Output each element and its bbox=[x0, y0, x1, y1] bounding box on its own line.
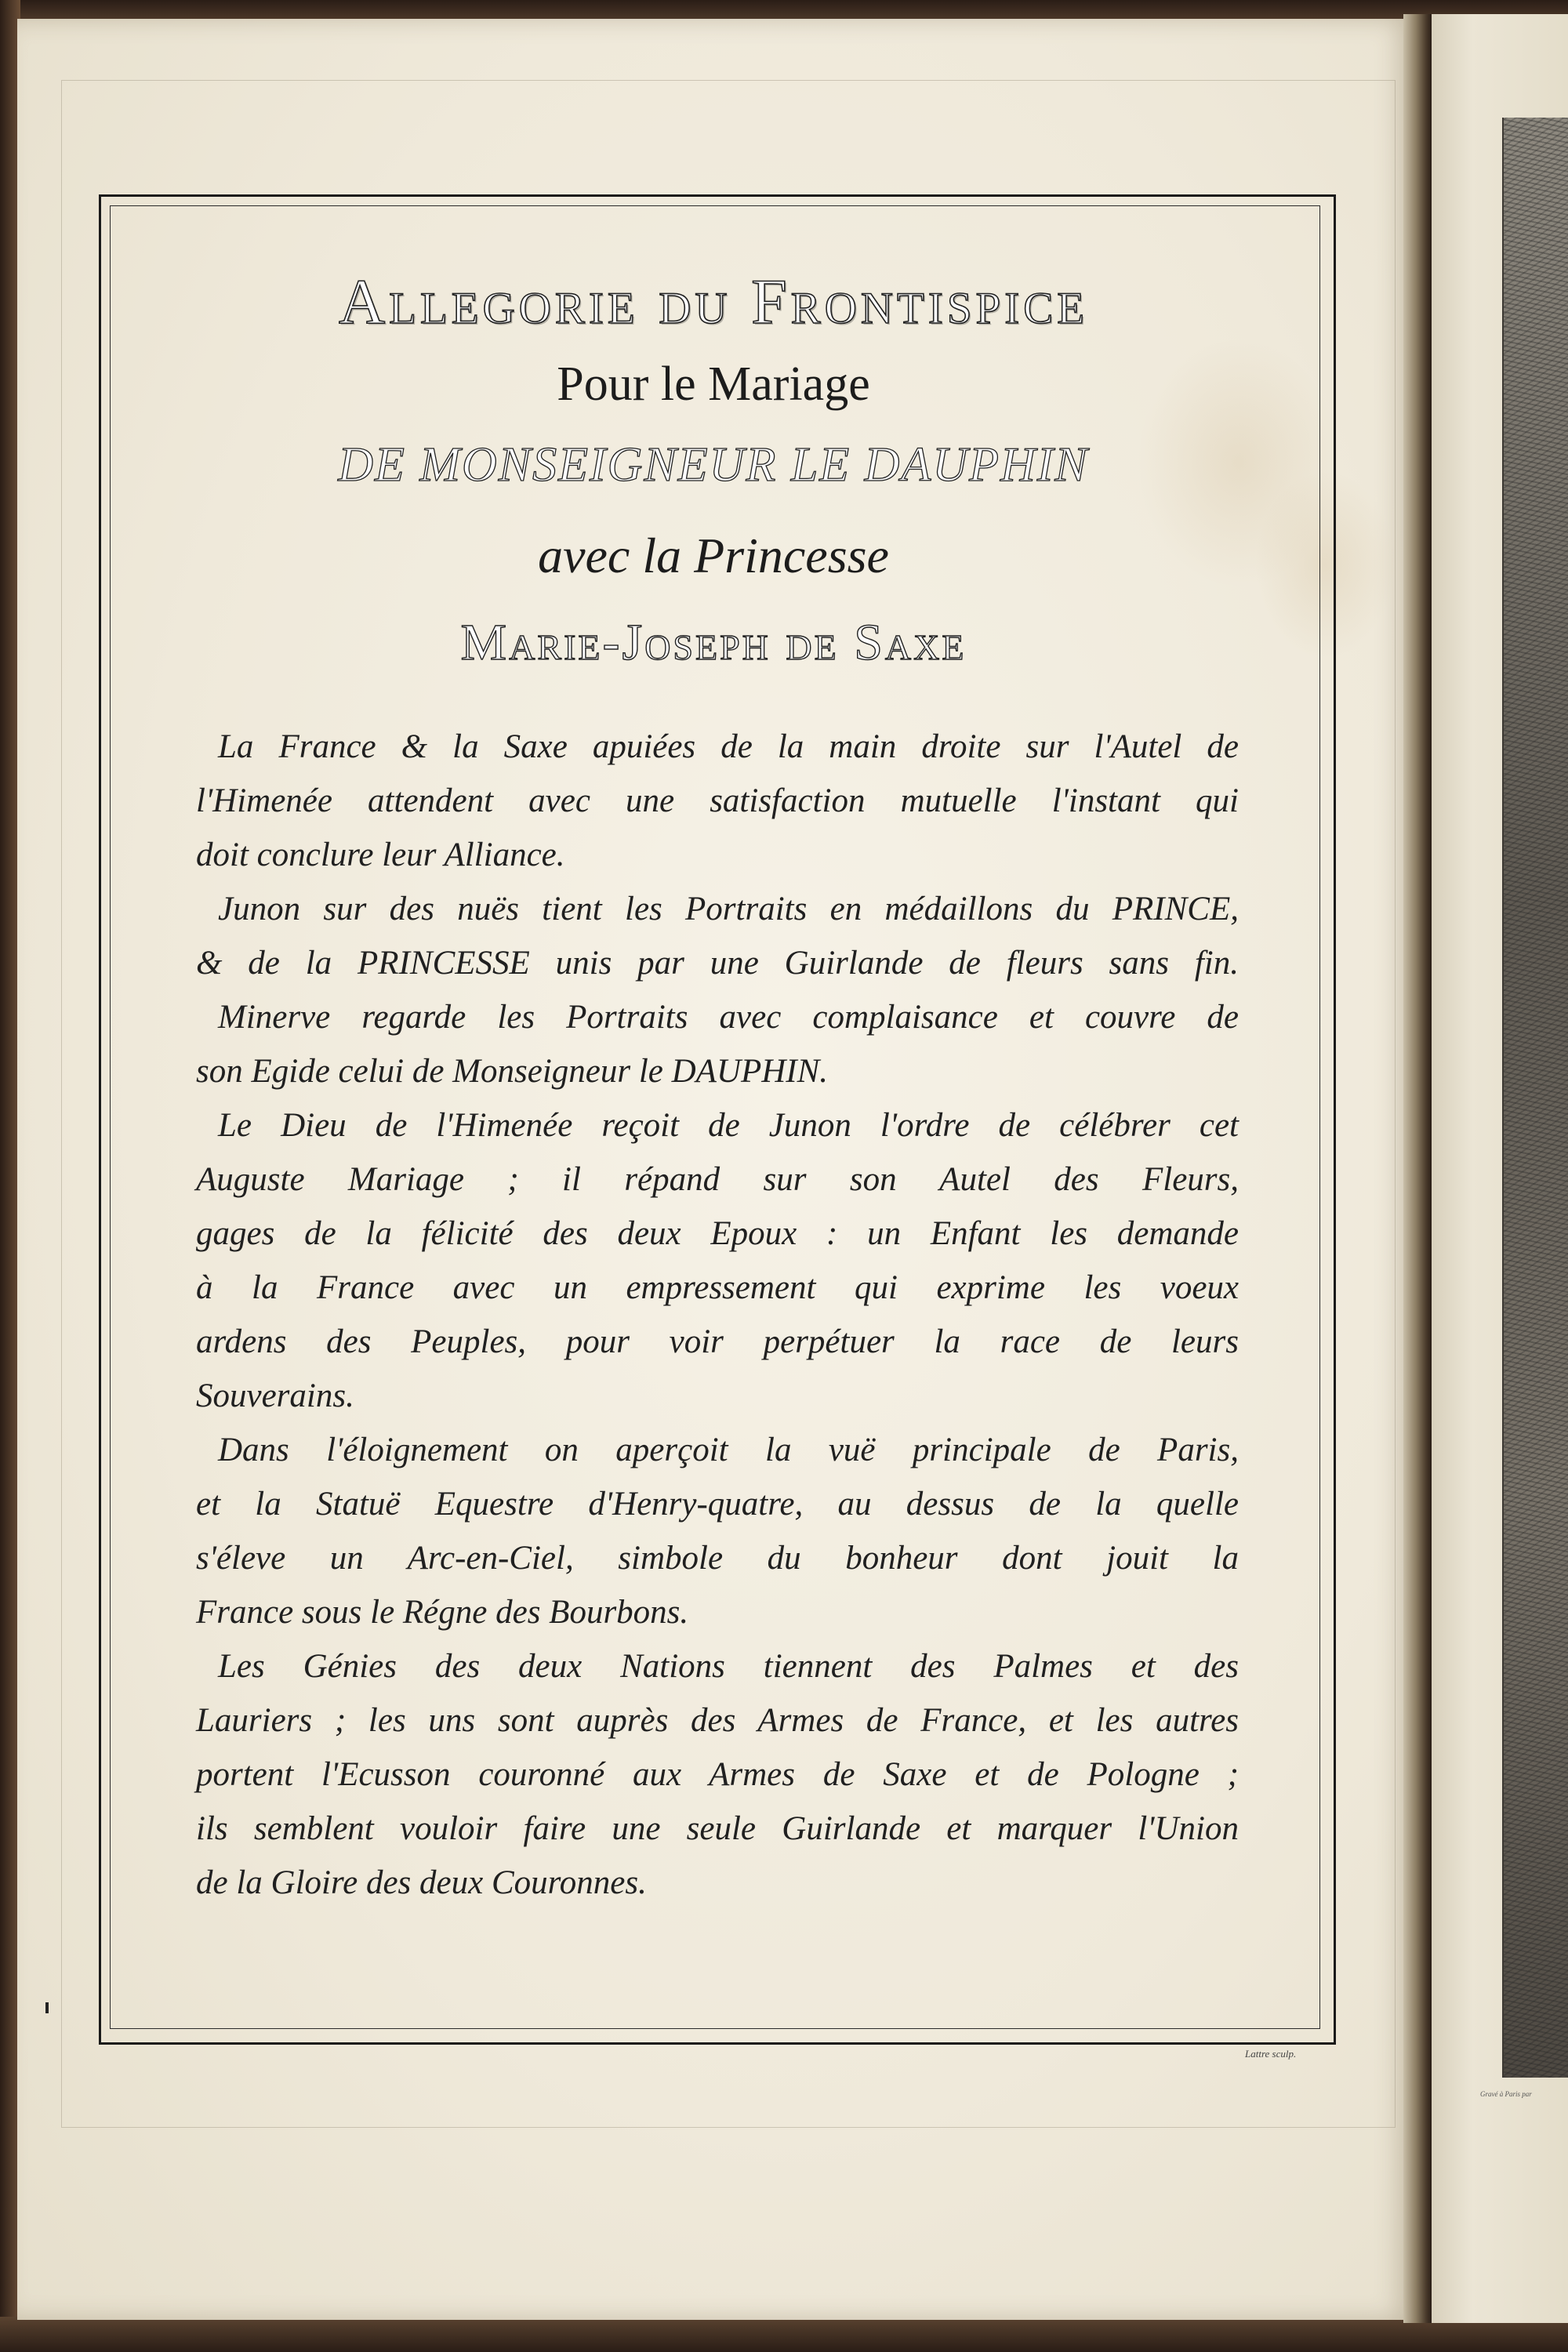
text-line: Minerve regarde les Portraits avec complaisance et couvre de bbox=[218, 999, 1239, 1036]
heading-marie-joseph: Marie-Joseph de Saxe bbox=[460, 614, 967, 671]
heading-allegorie: Allegorie du Frontispice bbox=[338, 266, 1089, 337]
engraver-signature: Lattre sculp. bbox=[1245, 2048, 1297, 2060]
text-line: l'Himenée attendent avec une satisfaction mutuelle l'instant qui bbox=[196, 782, 1239, 819]
text-line: de la Gloire des deux Couronnes. bbox=[196, 1864, 647, 1901]
text-line: Dans l'éloignement on aperçoit la vuë principale de Paris, bbox=[218, 1432, 1239, 1468]
margin-mark bbox=[45, 2002, 49, 2013]
heading-dauphin: DE MONSEIGNEUR LE DAUPHIN bbox=[338, 438, 1089, 492]
text-line: ils semblent vouloir faire une seule Guirlande et marquer l'Union bbox=[196, 1810, 1239, 1847]
frontispice-engraving bbox=[1502, 118, 1568, 2078]
engraving-caption: Gravé à Paris par bbox=[1480, 2090, 1532, 2098]
text-line: France sous le Régne des Bourbons. bbox=[196, 1594, 689, 1631]
book-gutter bbox=[1403, 14, 1432, 2323]
text-line: doit conclure leur Alliance. bbox=[196, 837, 565, 873]
text-line: à la France avec un empressement qui exprime les voeux bbox=[196, 1269, 1239, 1306]
text-line: & de la PRINCESSE unis par une Guirlande de fleurs sans fin. bbox=[196, 945, 1239, 982]
text-line: Auguste Mariage ; il répand sur son Autel des Fleurs, bbox=[196, 1161, 1239, 1198]
book-binding-bottom bbox=[0, 2317, 1568, 2352]
text-line: et la Statuë Equestre d'Henry-quatre, au dessus de la quelle bbox=[196, 1486, 1239, 1523]
heading-princesse: avec la Princesse bbox=[538, 528, 889, 583]
text-line: Lauriers ; les uns sont auprès des Armes de France, et les autres bbox=[196, 1702, 1239, 1739]
text-line: La France & la Saxe apuiées de la main droite sur l'Autel de bbox=[218, 728, 1239, 765]
heading-mariage: Pour le Mariage bbox=[557, 358, 870, 411]
text-line: Les Génies des deux Nations tiennent des Palmes et des bbox=[218, 1648, 1239, 1685]
text-line: portent l'Ecusson couronné aux Armes de Saxe et de Pologne ; bbox=[196, 1756, 1239, 1793]
text-line: gages de la félicité des deux Epoux : un Enfant les demande bbox=[196, 1215, 1239, 1252]
text-line: Souverains. bbox=[196, 1377, 354, 1414]
allegory-text bbox=[196, 720, 1239, 1910]
text-line: Le Dieu de l'Himenée reçoit de Junon l'ordre de célébrer cet bbox=[218, 1107, 1239, 1144]
text-line: Junon sur des nuës tient les Portraits en médaillons du PRINCE, bbox=[218, 891, 1239, 927]
text-line: ardens des Peuples, pour voir perpétuer la race de leurs bbox=[196, 1323, 1239, 1360]
text-line: son Egide celui de Monseigneur le DAUPHIN. bbox=[196, 1053, 829, 1090]
text-line: s'éleve un Arc-en-Ciel, simbole du bonheur dont jouit la bbox=[196, 1540, 1239, 1577]
